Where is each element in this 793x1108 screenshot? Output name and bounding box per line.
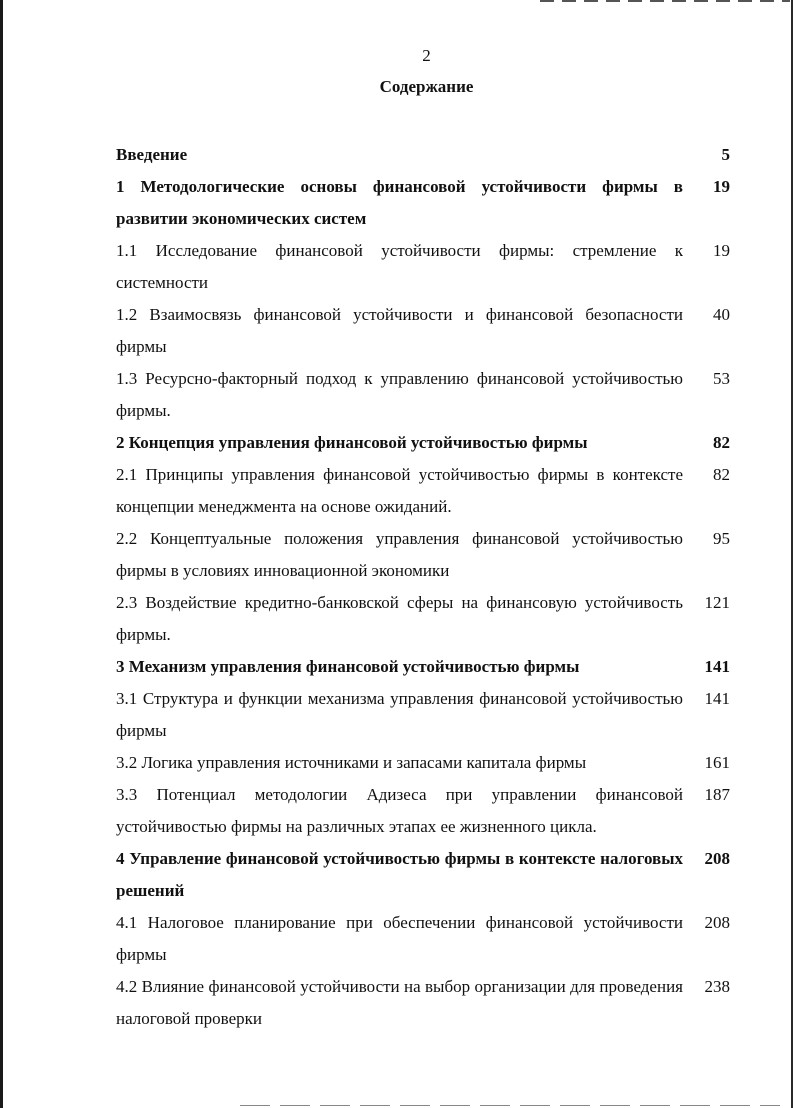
- toc-entry-title: Введение: [116, 145, 188, 164]
- toc-entry-page: 141: [704, 657, 730, 676]
- table-of-contents: [116, 139, 732, 1035]
- toc-entry[interactable]: [116, 651, 732, 683]
- toc-entry-page: 19: [713, 177, 730, 196]
- toc-entry-page: 40: [713, 305, 730, 324]
- toc-entry[interactable]: [116, 171, 732, 235]
- toc-entry[interactable]: [116, 843, 732, 907]
- toc-entry-page: 121: [704, 593, 730, 612]
- toc-entry[interactable]: [116, 139, 732, 171]
- toc-entry-title: 3.2 Логика управления источниками и запасами капитала фирмы: [116, 753, 587, 772]
- toc-entry-title: 3.1 Структура и функции механизма управления финансовой устойчивостью фирмы: [116, 689, 683, 740]
- toc-entry[interactable]: [116, 779, 732, 843]
- toc-entry-page: 187: [704, 785, 730, 804]
- toc-entry-title: 2 Концепция управления финансовой устойчивостью фирмы: [116, 433, 588, 452]
- toc-entry-page: 19: [713, 241, 730, 260]
- toc-entry-title: 4.2 Влияние финансовой устойчивости на выбор организации для проведения налоговой проверки: [116, 977, 683, 1028]
- scan-edge-top: [540, 0, 790, 2]
- page-title: Содержание: [379, 77, 474, 96]
- toc-entry-page: 238: [704, 977, 730, 996]
- toc-entry-title: 2.2 Концептуальные положения управления финансовой устойчивостью фирмы в условиях инновационной экономики: [116, 529, 683, 580]
- toc-entry[interactable]: [116, 683, 732, 747]
- toc-entry-page: 208: [704, 849, 730, 868]
- scan-edge-bottom: [240, 1105, 780, 1106]
- toc-entry-title: 1.2 Взаимосвязь финансовой устойчивости и финансовой безопасности фирмы: [116, 305, 683, 356]
- toc-entry-title: 1.1 Исследование финансовой устойчивости фирмы: стремление к системности: [116, 241, 683, 292]
- toc-entry-title: 3.3 Потенциал методологии Адизеса при управлении финансовой устойчивостью фирмы на различных этапах ее жизненного цикла.: [116, 785, 683, 836]
- toc-entry-title: 4.1 Налоговое планирование при обеспечении финансовой устойчивости фирмы: [116, 913, 683, 964]
- toc-entry[interactable]: [116, 427, 732, 459]
- toc-entry-page: 161: [704, 753, 730, 772]
- toc-entry-page: 208: [704, 913, 730, 932]
- toc-entry[interactable]: [116, 523, 732, 587]
- toc-entry[interactable]: [116, 907, 732, 971]
- toc-entry-title: 2.3 Воздействие кредитно-банковской сферы на финансовую устойчивость фирмы.: [116, 593, 683, 644]
- toc-entry-title: 1.3 Ресурсно-факторный подход к управлению финансовой устойчивостью фирмы.: [116, 369, 683, 420]
- toc-entry-title: 1 Методологические основы финансовой устойчивости фирмы в развитии экономических систем: [116, 177, 683, 228]
- toc-entry-title: 4 Управление финансовой устойчивостью фирмы в контексте налоговых решений: [116, 849, 683, 900]
- toc-entry[interactable]: [116, 459, 732, 523]
- page-number: 2: [422, 46, 431, 65]
- toc-entry-page: 141: [704, 689, 730, 708]
- toc-entry-page: 82: [713, 465, 730, 484]
- toc-entry[interactable]: [116, 363, 732, 427]
- scan-edge-left: [0, 0, 3, 1108]
- toc-entry-title: 3 Механизм управления финансовой устойчивостью фирмы: [116, 657, 580, 676]
- toc-entry-page: 82: [713, 433, 730, 452]
- toc-entry[interactable]: [116, 747, 732, 779]
- toc-entry-page: 53: [713, 369, 730, 388]
- toc-entry-page: 95: [713, 529, 730, 548]
- toc-entry-title: 2.1 Принципы управления финансовой устойчивостью фирмы в контексте концепции менеджмента на основе ожиданий.: [116, 465, 683, 516]
- toc-entry[interactable]: [116, 235, 732, 299]
- toc-entry[interactable]: [116, 587, 732, 651]
- toc-entry[interactable]: [116, 299, 732, 363]
- toc-entry[interactable]: [116, 971, 732, 1035]
- toc-entry-page: 5: [721, 145, 730, 164]
